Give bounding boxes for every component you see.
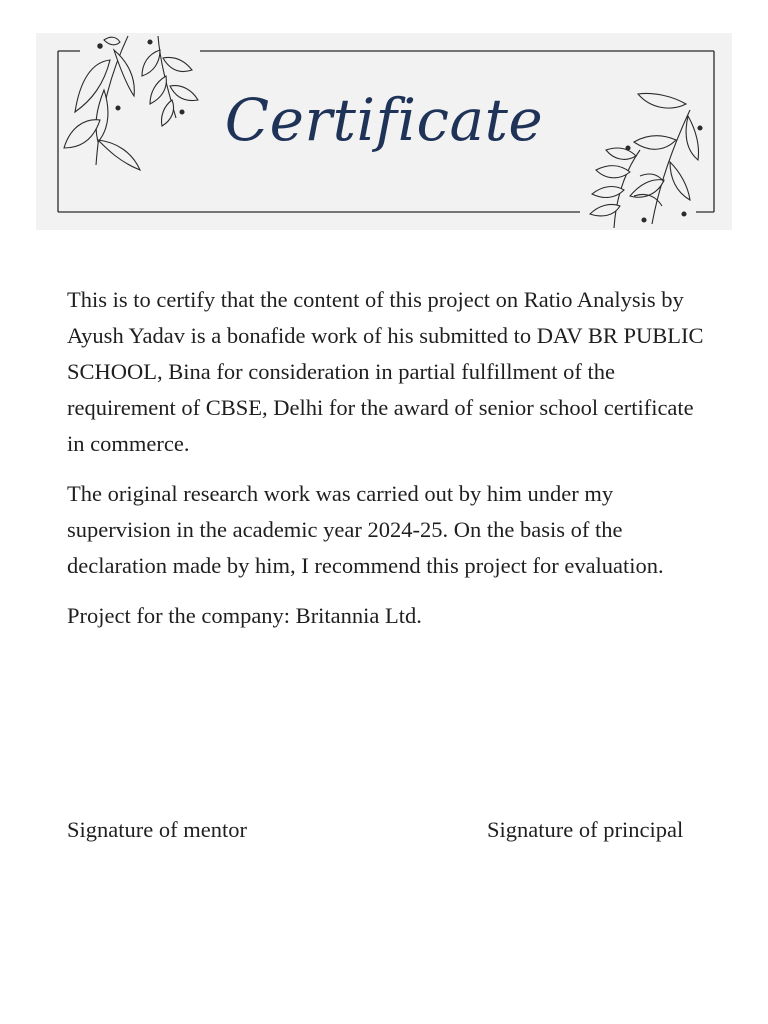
paragraph-certification: This is to certify that the content of this project on Ratio Analysis by Ayush Yadav is a bonafide work of his submitted to DAV BR PUBLIC SCHOOL, Bina for consideration in partial fulfillment of the requirement of CBSE, Delhi for the award of senior school certificate in commerce. (67, 287, 704, 456)
certificate-title: Certificate (224, 86, 544, 154)
signature-principal-label: Signature of principal (487, 817, 684, 842)
paragraph-company: Project for the company: Britannia Ltd. (67, 603, 422, 628)
paragraph-supervision: The original research work was carried out by him under my supervision in the academic year 2024-25. On the basis of the declaration made by him, I recommend this project for evaluation. (67, 481, 664, 578)
certificate-body (67, 282, 713, 648)
signature-mentor-label: Signature of mentor (67, 817, 247, 842)
